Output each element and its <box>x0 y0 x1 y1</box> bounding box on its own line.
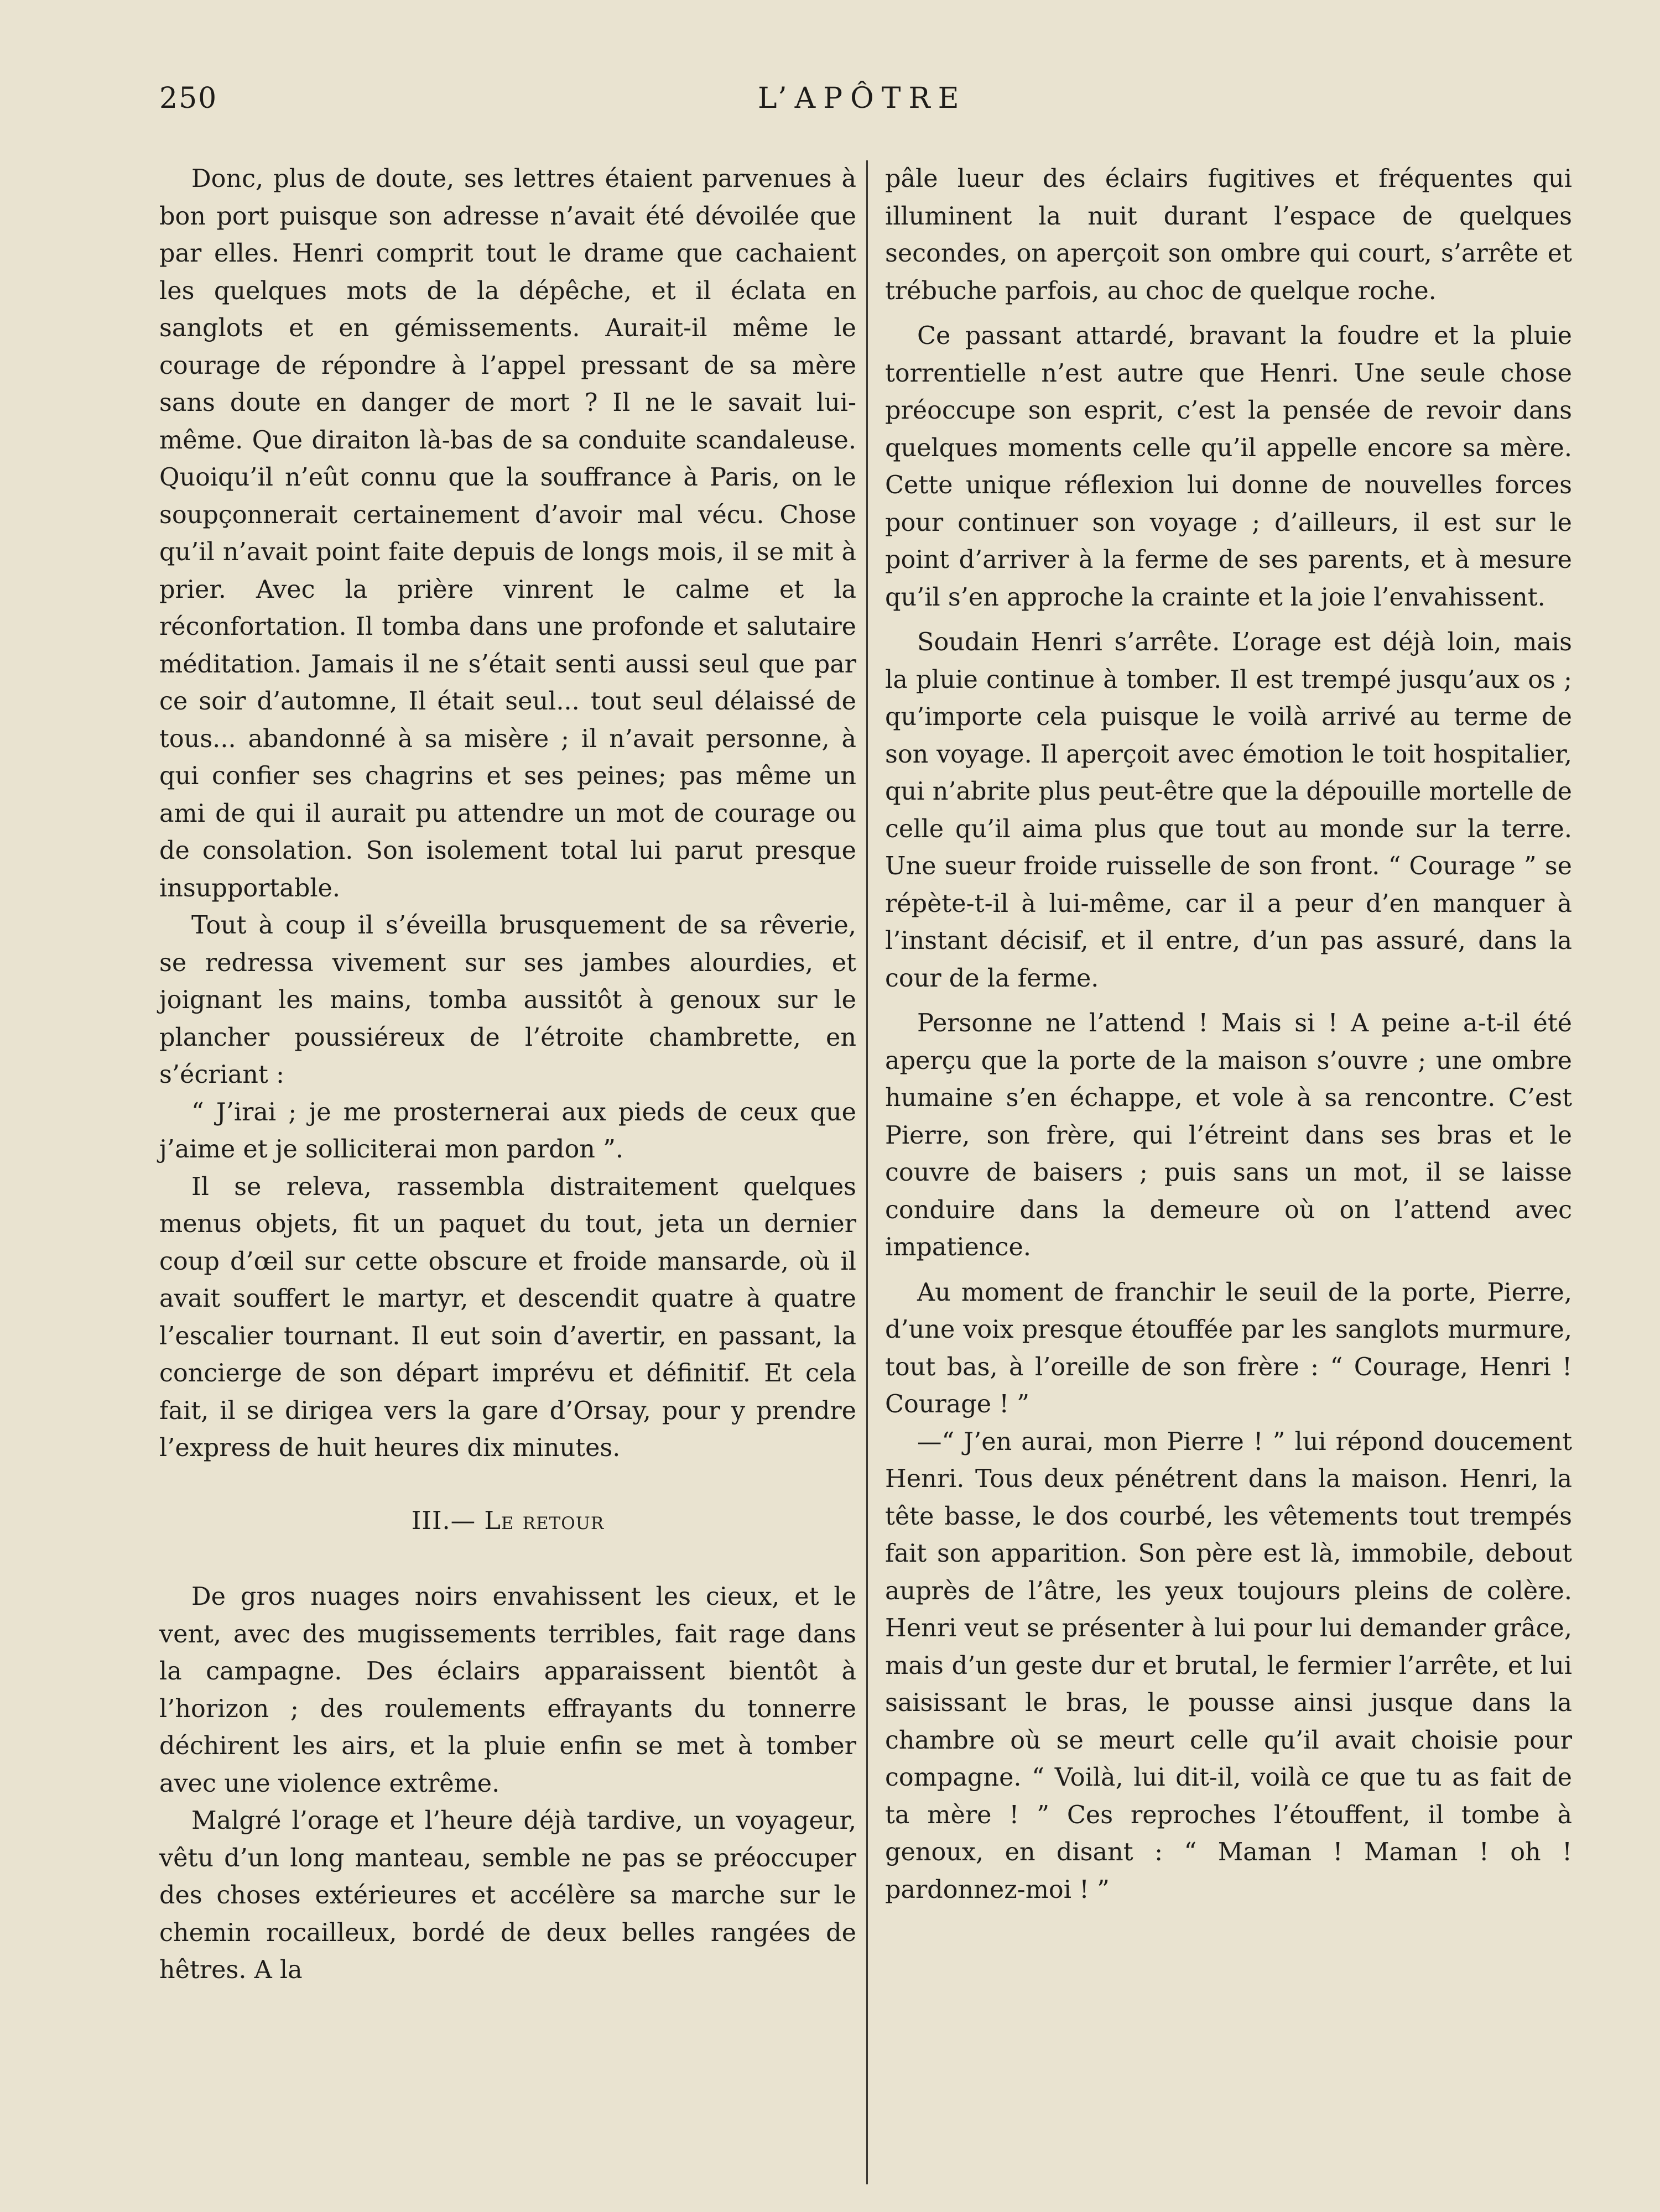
paragraph: Au moment de franchir le seuil de la porte, Pierre, d’une voix presque étouffée par les sanglots murmure, tout bas, à l’oreille de son frère : “ Courage, Henri ! Courage ! ” <box>885 1278 1572 1418</box>
right-column <box>885 160 1572 1908</box>
section-number: III.— <box>411 1506 485 1535</box>
spacer <box>885 310 1572 317</box>
paragraph: Malgré l’orage et l’heure déjà tardive, un voyageur, vêtu d’un long manteau, semble ne pas se préoccuper des choses extérieures et accélère sa marche sur le chemin rocailleux, bordé de deux belles rangées de hêtres. A la <box>159 1807 856 1984</box>
paragraph: Ce passant attardé, bravant la foudre et la pluie torrentielle n’est autre que Henri. Une seule chose préoccupe son esprit, c’est la pensée de revoir dans quelques moments celle qu’il appelle encore sa mère. Cette unique réflexion lui donne de nouvelles forces pour continuer son voyage ; d’ailleurs, il est sur le point d’arriver à la ferme de ses parents, et à mesure qu’il s’en approche la crainte et la joie l’envahissent. <box>885 322 1572 612</box>
section-title: Le retour <box>484 1506 605 1535</box>
left-column <box>159 160 856 1989</box>
spacer <box>885 997 1572 1005</box>
running-title: L’APÔTRE <box>758 82 967 115</box>
column-divider <box>866 160 868 2184</box>
page-number: 250 <box>159 82 218 115</box>
paragraph: Soudain Henri s’arrête. L’orage est déjà loin, mais la pluie continue à tomber. Il est trempé jusqu’aux os ; qu’importe cela puisque le voilà arrivé au terme de son voyage. Il aperçoit avec émotion le toit hospitalier, qui n’abrite plus peut-être que la dépouille mortelle de celle qu’il aima plus que tout au monde sur la terre. Une sueur froide ruisselle de son front. “ Courage ” se répète-t-il à lui-même, car il a peur d’en manquer à l’instant décisif, et il entre, d’un pas assuré, dans la cour de la ferme. <box>885 628 1572 993</box>
spacer <box>885 616 1572 624</box>
paragraph: Tout à coup il s’éveilla brusquement de sa rêverie, se redressa vivement sur ses jambes alourdies, et joignant les mains, tomba aussitôt à genoux sur le plancher poussiéreux de l’étroite chambrette, en s’écriant : <box>159 911 856 1089</box>
paragraph: pâle lueur des éclairs fugitives et fréquentes qui illuminent la nuit durant l’espace de quelques secondes, on aperçoit son ombre qui court, s’arrête et trébuche parfois, au choc de quelque roche. <box>885 165 1572 305</box>
spacer <box>885 1266 1572 1274</box>
paragraph: Il se releva, rassembla distraitement quelques menus objets, fit un paquet du tout, jeta un dernier coup d’œil sur cette obscure et froide mansarde, où il avait souffert le martyr, et descendit quatre à quatre l’escalier tournant. Il eut soin d’avertir, en passant, la concierge de son départ imprévu et définitif. Et cela fait, il se dirigea vers la gare d’Orsay, pour y prendre l’express de huit heures dix minutes. <box>159 1172 856 1462</box>
paragraph: Donc, plus de doute, ses lettres étaient parvenues à bon port puisque son adresse n’avait été dévoilée que par elles. Henri comprit tout le drame que cachaient les quelques mots de la dépêche, et il éclata en sanglots et en gémissements. Aurait-il même le courage de répondre à l’appel pressant de sa mère sans doute en danger de mort ? Il ne le savait lui-même. Que diraiton là-bas de sa conduite scandaleuse. Quoiqu’il n’eût connu que la souffrance à Paris, on le soupçonnerait certainement d’avoir mal vécu. Chose qu’il n’avait point faite depuis de longs mois, il se mit à prier. Avec la prière vinrent le calme et la réconfortation. Il tomba dans une profonde et salutaire méditation. Jamais il ne s’était senti aussi seul que par ce soir d’automne, Il était seul... tout seul délaissé de tous... abandonné à sa misère ; il n’avait personne, à qui confier ses chagrins et ses peines; pas même un ami de qui il aurait pu attendre un mot de courage ou de consolation. Son isolement total lui parut presque insupportable. <box>159 165 856 902</box>
paragraph: —“ J’en aurai, mon Pierre ! ” lui répond doucement Henri. Tous deux pénétrent dans la maison. Henri, la tête basse, le dos courbé, les vêtements tout trempés fait son apparition. Son père est là, immobile, debout auprès de l’âtre, les yeux toujours pleins de colère. Henri veut se présenter à lui pour lui demander grâce, mais d’un geste dur et brutal, le fermier l’arrête, et lui saisissant le bras, le pousse ainsi jusque dans la chambre où se meurt celle qu’il avait choisie pour compagne. “ Voilà, lui dit-il, voilà ce que tu as fait de ta mère ! ” Ces reproches l’étouffent, il tombe à genoux, en disant : “ Maman ! Maman ! oh ! pardonnez-moi ! ” <box>885 1427 1572 1904</box>
paragraph: De gros nuages noirs envahissent les cieux, et le vent, avec des mugissements terribles, fait rage dans la campagne. Des éclairs apparaissent bientôt à l’horizon ; des roulements effrayants du tonnerre déchirent les airs, et la pluie enfin se met à tomber avec une violence extrême. <box>159 1583 856 1798</box>
section-heading <box>159 1503 856 1540</box>
paragraph: “ J’irai ; je me prosternerai aux pieds de ceux que j’aime et je solliciterai mon pardon ”. <box>159 1098 856 1164</box>
paragraph: Personne ne l’attend ! Mais si ! A peine a-t-il été aperçu que la porte de la maison s’ouvre ; une ombre humaine s’en échappe, et vole à sa rencontre. C’est Pierre, son frère, qui l’étreint dans ses bras et le couvre de baisers ; puis sans un mot, il se laisse conduire dans la demeure où on l’attend avec impatience. <box>885 1009 1572 1261</box>
